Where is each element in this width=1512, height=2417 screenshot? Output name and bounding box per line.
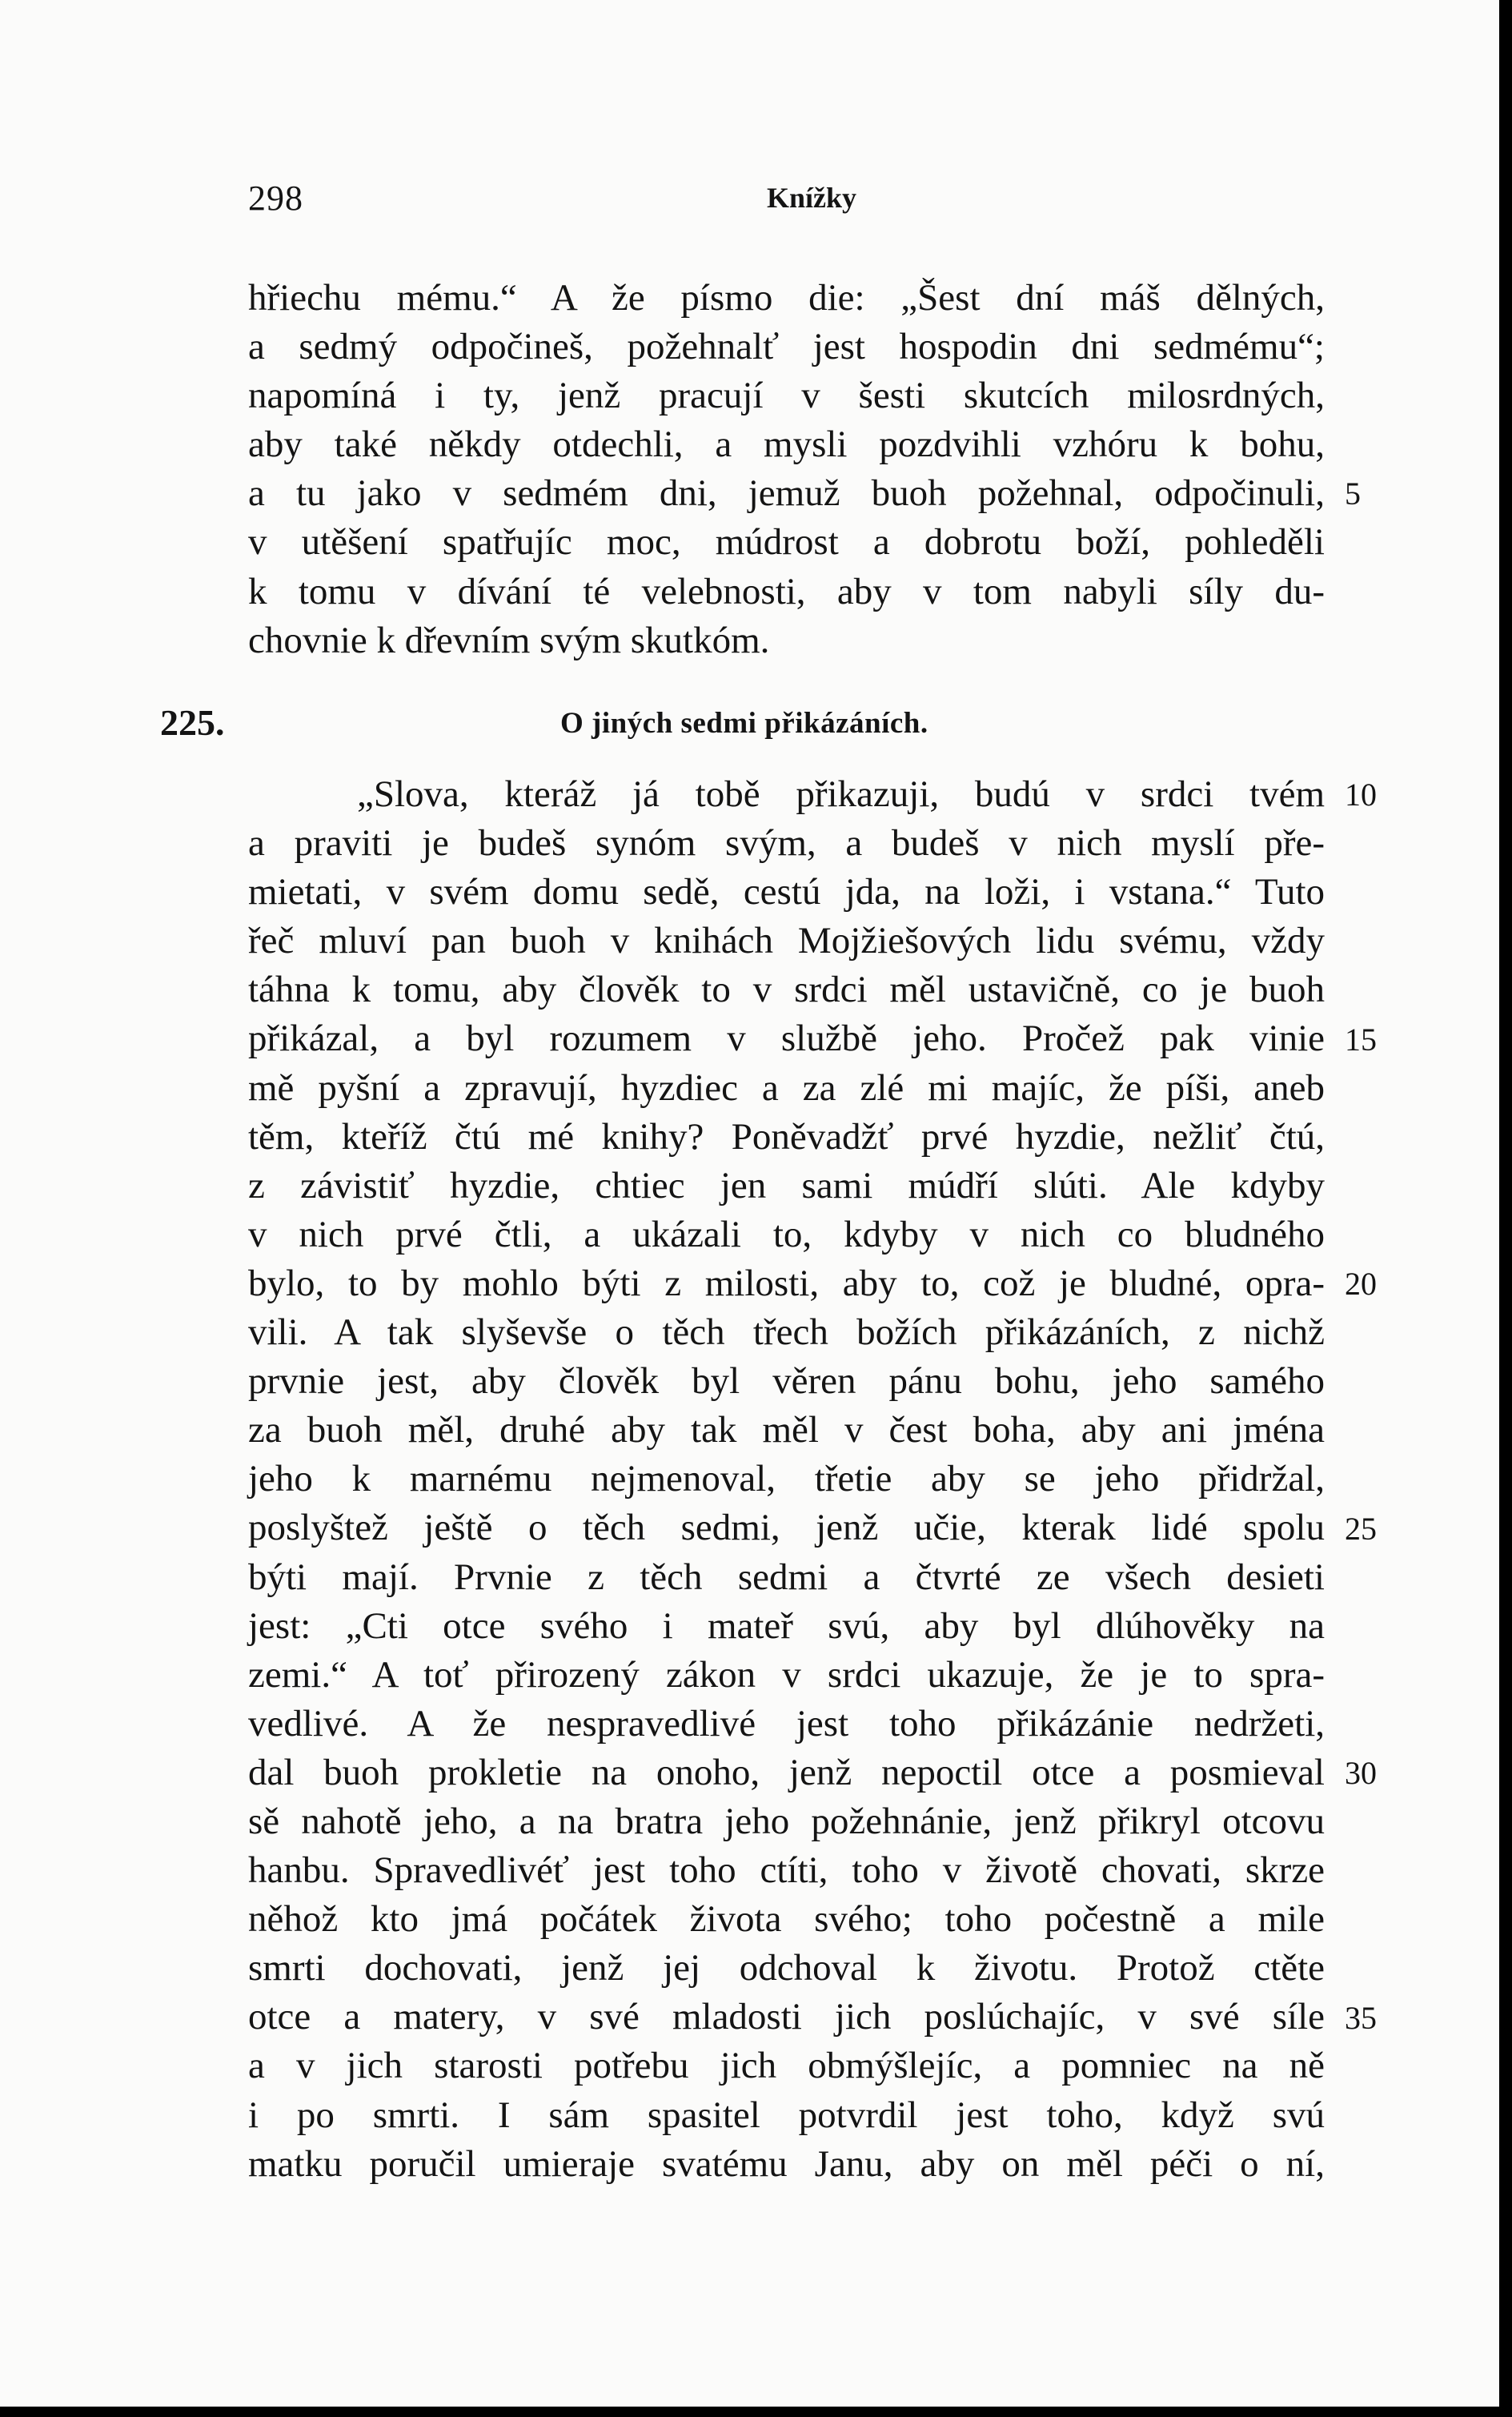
text-line: dal buoh prokletie na onoho, jenž nepoctil otce a posmieval [248, 1751, 1325, 1793]
text-line: vedlivé. A že nespravedlivé jest toho přikázánie nedržeti, [248, 1702, 1325, 1744]
text-line: napomíná i ty, jenž pracují v šesti skutcích milosrdných, [248, 375, 1325, 417]
section-heading [160, 701, 1329, 753]
text-line: jeho k marnému nejmenoval, třetie aby se jeho přidržal, [248, 1458, 1325, 1500]
text-line: prvnie jest, aby člověk byl věren pánu bohu, jeho samého [248, 1360, 1325, 1403]
running-title: Knížky [767, 182, 857, 214]
text-line: a v jich starosti potřebu jich obmýšlejíc, a pomniec na ně [248, 2045, 1325, 2087]
text-line: i po smrti. I sám spasitel potvrdil jest toho, když svú [248, 2094, 1325, 2136]
text-line: hanbu. Spravedlivéť jest toho ctíti, toho v životě chovati, skrze [248, 1849, 1325, 1892]
line-number: 5 [1345, 476, 1361, 512]
paragraph-top [248, 274, 1325, 665]
line-number: 25 [1345, 1510, 1377, 1547]
section-number: 225. [160, 702, 225, 743]
text-line: zemi.“ A toť přirozený zákon v srdci ukazuje, že je to spra- [248, 1653, 1325, 1696]
text-line: otce a matery, v své mladosti jich poslúchajíc, v své síle [248, 1996, 1325, 2038]
text-line: řeč mluví pan buoh v knihách Mojžiešových lidu svému, vždy [248, 920, 1325, 962]
text-line: mietati, v svém domu sedě, cestú jda, na loži, i vstana.“ Tuto [248, 871, 1325, 913]
text-line: a sedmý odpočineš, požehnalť jest hospodin dni sedmému“; [248, 326, 1325, 368]
text-line: hřiechu mému.“ A že písmo die: „Šest dní máš dělných, [248, 277, 1325, 319]
text-line: chovnie k dřevním svým skutkóm. [248, 619, 770, 661]
line-number: 30 [1345, 1755, 1377, 1791]
text-line: těm, kteříž čtú mé knihy? Poněvadžť prvé hyzdie, nežliť čtú, [248, 1115, 1325, 1158]
text-line: bylo, to by mohlo býti z milosti, aby to, což je bludné, opra- [248, 1262, 1325, 1304]
text-line: býti mají. Prvnie z těch sedmi a čtvrté ze všech desieti [248, 1556, 1325, 1598]
text-line: přikázal, a byl rozumem v službě jeho. Pročež pak vinie [248, 1018, 1325, 1060]
line-number: 10 [1345, 777, 1377, 813]
section-title: O jiných sedmi přikázáních. [560, 707, 928, 740]
text-line: jest: „Cti otce svého i mateř svú, aby byl dlúhověky na [248, 1604, 1325, 1647]
text-line: smrti dochovati, jenž jej odchoval k životu. Protož ctěte [248, 1947, 1325, 1989]
page-header [248, 178, 1375, 234]
text-line: v nich prvé čtli, a ukázali to, kdyby v nich co bludného [248, 1213, 1325, 1255]
text-line: a praviti je budeš synóm svým, a budeš v nich myslí pře- [248, 822, 1325, 865]
text-line: a tu jako v sedmém dni, jemuž buoh požehnal, odpočinuli, [248, 472, 1325, 515]
text-line: sě nahotě jeho, a na bratra jeho požehnánie, jenž přikryl otcovu [248, 1800, 1325, 1842]
line-number: 20 [1345, 1266, 1377, 1302]
text-line: mě pyšní a zpravují, hyzdiec a za zlé mi majíc, že píši, aneb [248, 1066, 1325, 1109]
text-line: poslyštež ještě o těch sedmi, jenž učie, kterak lidé spolu [248, 1507, 1325, 1549]
text-line: matku poručil umieraje svatému Janu, aby on měl péči o ní, [248, 2142, 1325, 2185]
text-line: za buoh měl, druhé aby tak měl v čest boha, aby ani jména [248, 1409, 1325, 1451]
page-number: 298 [248, 179, 303, 218]
line-number: 15 [1345, 1021, 1377, 1058]
text-line: „Slova, kteráž já tobě přikazuji, budú v srdci tvém [357, 773, 1325, 815]
paragraph-main [248, 770, 1325, 2189]
text-line: táhna k tomu, aby člověk to v srdci měl ustavičně, co je buoh [248, 969, 1325, 1011]
text-line: něhož kto jmá počátek života svého; toho počestně a mile [248, 1898, 1325, 1941]
text-line: k tomu v dívání té velebnosti, aby v tom nabyli síly du- [248, 570, 1325, 612]
line-number: 35 [1345, 1999, 1377, 2036]
text-line: v utěšení spatřujíc moc, múdrost a dobrotu boží, pohleděli [248, 521, 1325, 564]
text-line: z závistiť hyzdie, chtiec jen sami múdří slúti. Ale kdyby [248, 1164, 1325, 1206]
text-line: vili. A tak slyševše o těch třech božích přikázáních, z nichž [248, 1311, 1325, 1354]
text-line: aby také někdy otdechli, a mysli pozdvihli vzhóru k bohu, [248, 424, 1325, 466]
